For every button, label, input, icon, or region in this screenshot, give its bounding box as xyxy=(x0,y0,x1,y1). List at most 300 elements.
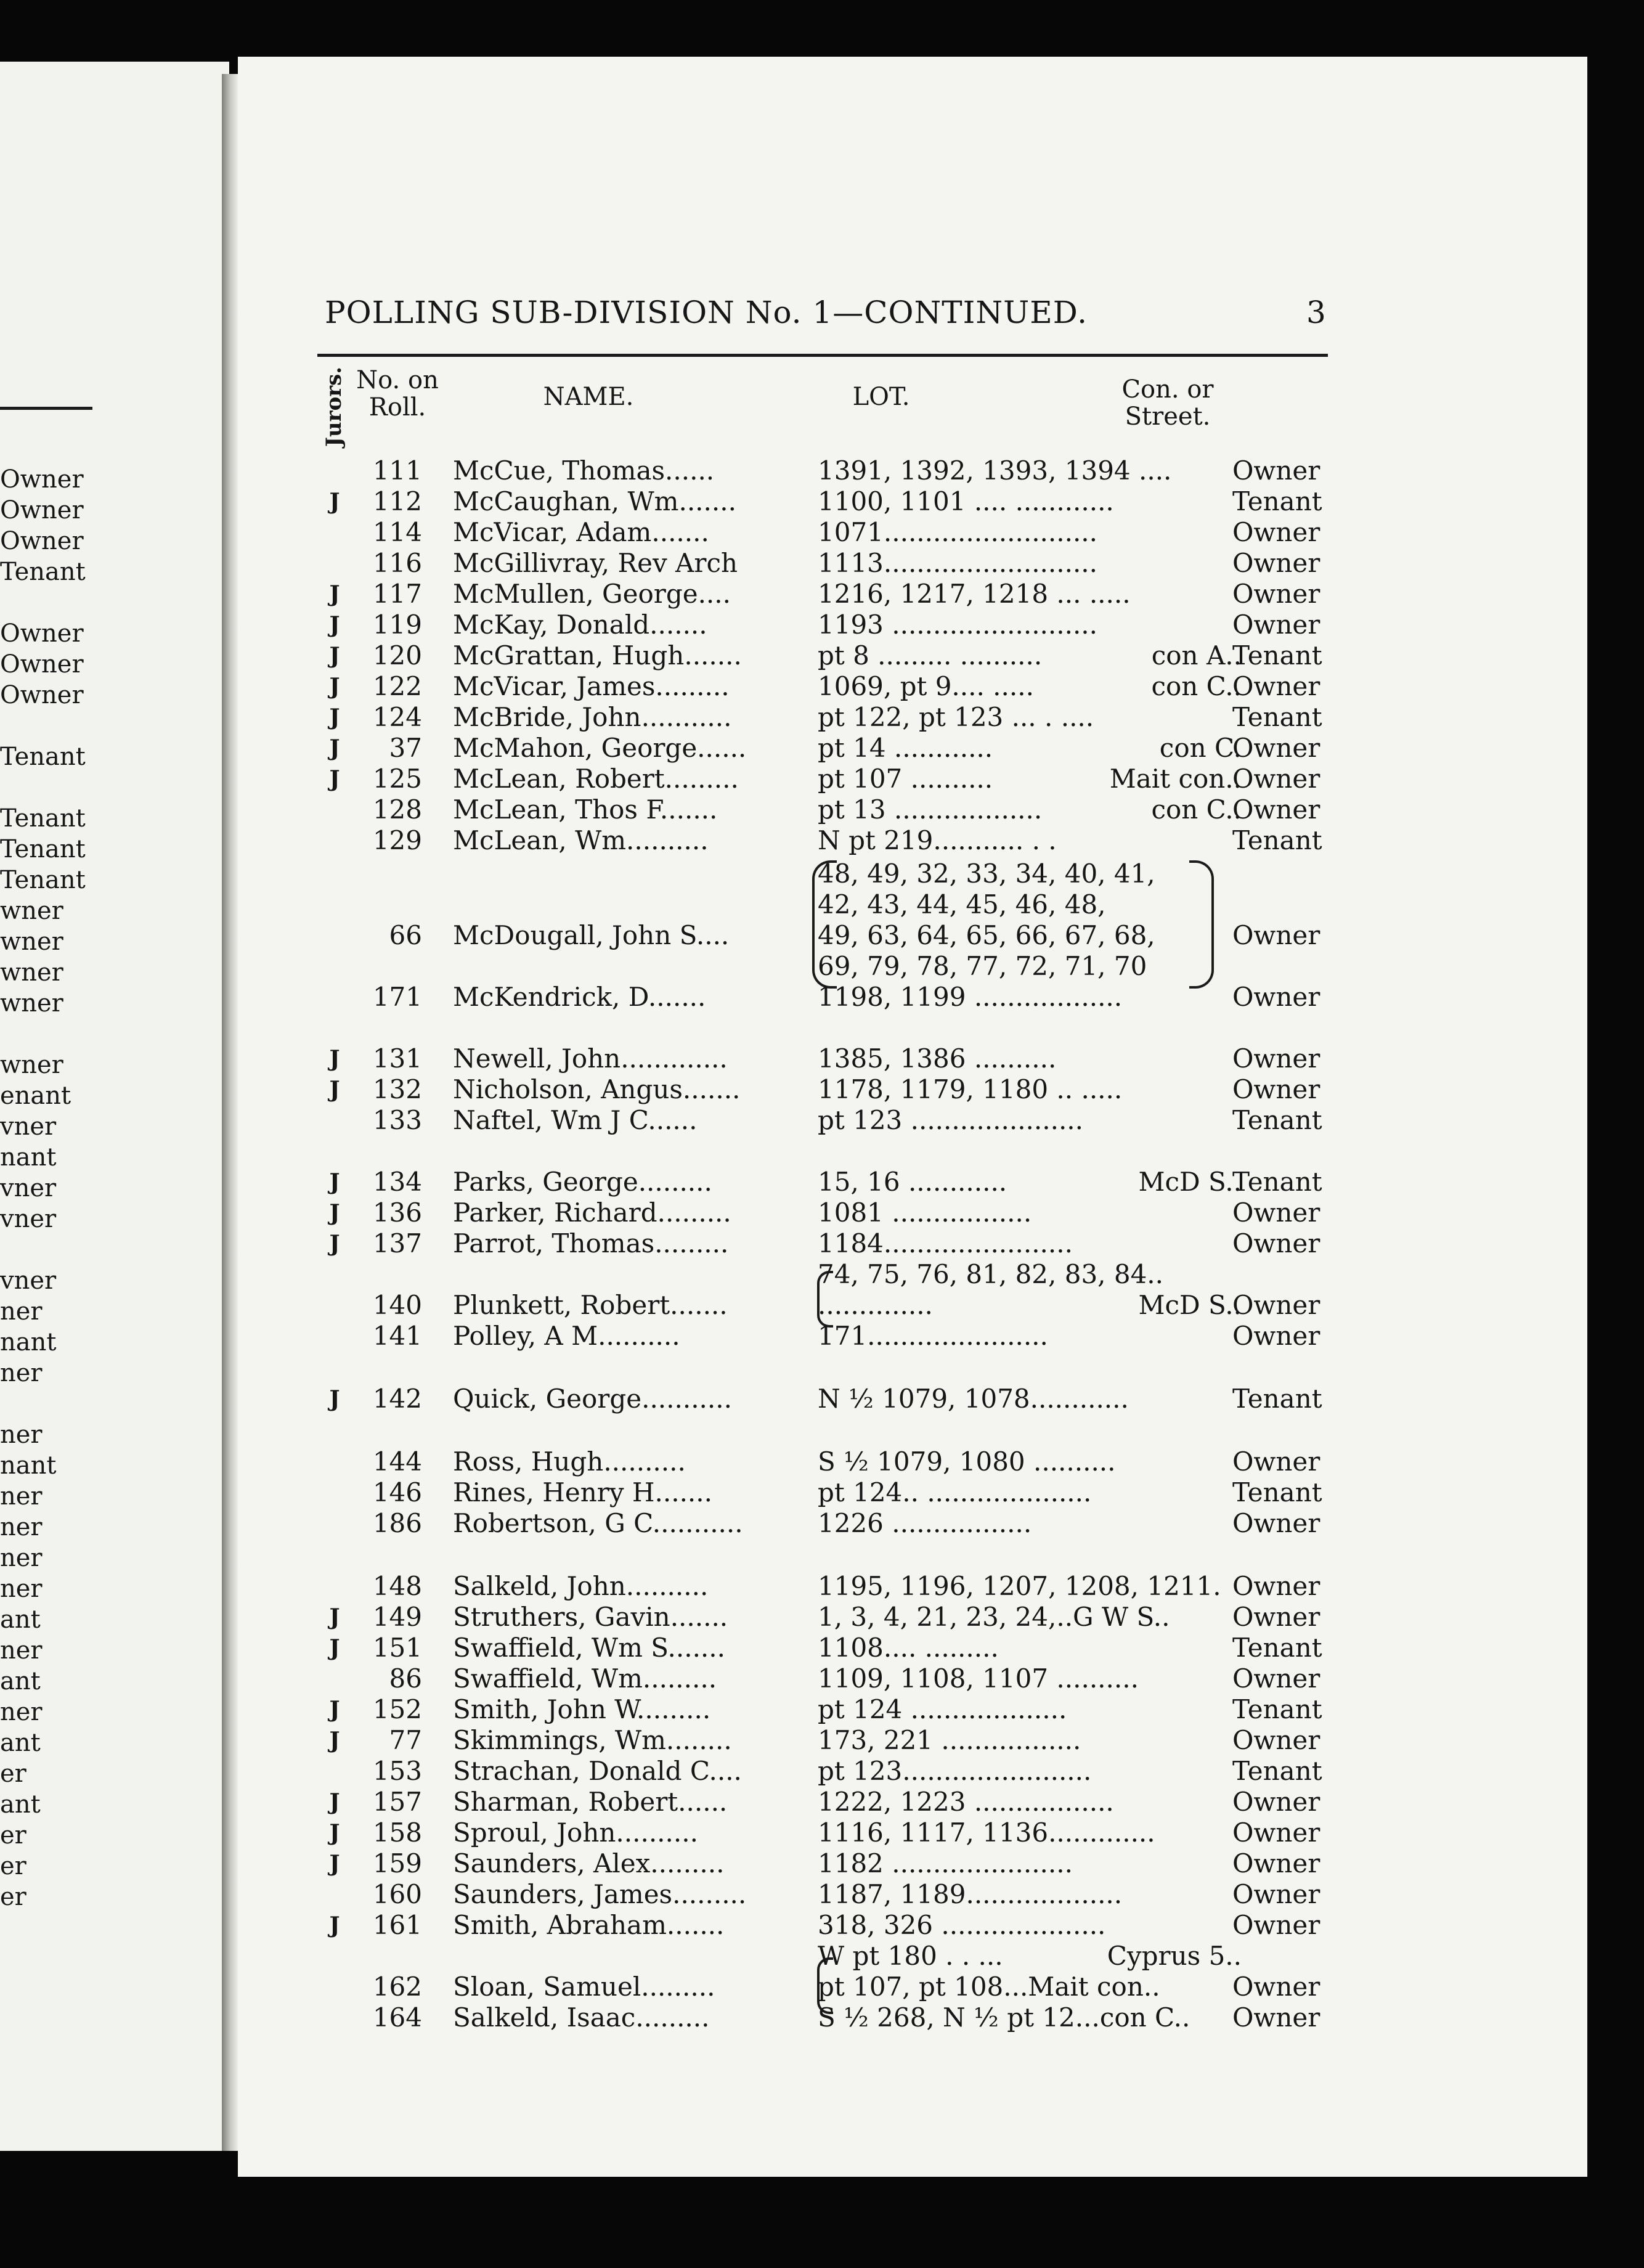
lot-description: 1081 ................. xyxy=(818,1197,1032,1228)
left-page-fragment-text: Owner xyxy=(0,496,84,524)
roll-number: 142 xyxy=(372,1384,422,1414)
roll-number: 137 xyxy=(372,1228,422,1258)
voter-name: Saunders, Alex......... xyxy=(453,1848,725,1878)
roll-number: 148 xyxy=(372,1571,422,1601)
left-page-fragment-text: nant xyxy=(0,1328,57,1356)
juror-mark: J xyxy=(329,489,340,515)
table-row xyxy=(0,1197,1644,1229)
roll-number: 151 xyxy=(372,1633,422,1663)
lot-description: 1116, 1117, 1136............. xyxy=(818,1817,1155,1848)
lot-description: 1071.......................... xyxy=(818,517,1098,547)
tenure-status: Owner xyxy=(1232,1602,1320,1632)
voter-name: McLean, Thos F....... xyxy=(453,794,718,825)
table-row xyxy=(0,1074,1644,1106)
juror-mark: J xyxy=(329,1851,340,1877)
tenure-status: Owner xyxy=(1232,1972,1320,2002)
voter-name: Robertson, G C........... xyxy=(453,1508,743,1538)
lot-description: pt 107 .......... xyxy=(818,764,993,794)
tenure-status: Owner xyxy=(1232,920,1320,950)
table-row xyxy=(0,1601,1644,1633)
juror-mark: J xyxy=(329,1386,340,1412)
voter-name: Parks, George......... xyxy=(453,1167,712,1197)
left-page-fragment-text: ant xyxy=(0,1605,41,1634)
lot-description: N pt 219........... . . xyxy=(818,825,1057,855)
left-page-fragment-text: wner xyxy=(0,989,63,1018)
lot-description: 1113.......................... xyxy=(818,548,1098,578)
voter-name: Salkeld, John.......... xyxy=(453,1571,709,1601)
roll-number: 117 xyxy=(372,579,422,609)
lot-description: 171...................... xyxy=(818,1321,1048,1351)
voter-name: Sloan, Samuel......... xyxy=(453,1972,715,2002)
table-row xyxy=(0,1786,1644,1818)
table-row xyxy=(0,1289,1644,1321)
lot-description: 1226 ................. xyxy=(818,1508,1032,1538)
juror-mark: J xyxy=(329,735,340,761)
voter-name: Newell, John............. xyxy=(453,1043,728,1074)
table-row xyxy=(0,671,1644,703)
left-page-fragment-text: nant xyxy=(0,1451,57,1480)
lot-header: LOT. xyxy=(852,383,910,411)
lot-description: W pt 180 . . ... xyxy=(818,1941,1003,1971)
tenure-status: Owner xyxy=(1232,671,1320,701)
left-page-fragment-text: ner xyxy=(0,1421,43,1449)
lot-description: pt 8 ......... .......... xyxy=(818,640,1043,671)
voter-name: Nicholson, Angus....... xyxy=(453,1074,741,1104)
lot-description: 15, 16 ............ xyxy=(818,1167,1007,1197)
no-on-roll-header-line1: No. on xyxy=(356,366,439,394)
lot-description: 1109, 1108, 1107 .......... xyxy=(818,1663,1139,1694)
roll-number: 125 xyxy=(372,764,422,794)
left-page-fragment-text: Owner xyxy=(0,465,84,494)
tenure-status: Owner xyxy=(1232,1321,1320,1351)
roll-number: 86 xyxy=(389,1663,422,1694)
juror-mark: J xyxy=(329,766,340,792)
left-page-fragment-text: ner xyxy=(0,1636,43,1665)
tenure-status: Tenant xyxy=(1232,702,1322,732)
tenure-status: Tenant xyxy=(1232,1477,1322,1507)
tenure-status: Owner xyxy=(1232,455,1320,486)
table-row xyxy=(0,1228,1644,1260)
voter-name: Saunders, James......... xyxy=(453,1879,747,1909)
voter-name: Parrot, Thomas......... xyxy=(453,1228,729,1258)
voter-name: McGillivray, Rev Arch xyxy=(453,548,738,578)
voter-name: Plunkett, Robert....... xyxy=(453,1290,728,1320)
concession-street: con C.. xyxy=(1151,671,1242,701)
voter-name: Rines, Henry H....... xyxy=(453,1477,712,1507)
tenure-status: Owner xyxy=(1232,1817,1320,1848)
roll-number: 132 xyxy=(372,1074,422,1104)
juror-mark: J xyxy=(329,1231,340,1257)
roll-number: 149 xyxy=(372,1602,422,1632)
roll-number: 111 xyxy=(372,455,422,486)
roll-number: 131 xyxy=(372,1043,422,1074)
voter-name: McBride, John........... xyxy=(453,702,732,732)
con-header-line1: Con. or xyxy=(1121,375,1214,404)
lot-description: 42, 43, 44, 45, 46, 48, xyxy=(818,889,1106,920)
left-page-fragment-text: ner xyxy=(0,1513,43,1541)
table-row xyxy=(0,1848,1644,1880)
juror-mark: J xyxy=(329,581,340,607)
tenure-status: Owner xyxy=(1232,517,1320,547)
tenure-status: Owner xyxy=(1232,1725,1320,1755)
roll-number: 159 xyxy=(372,1848,422,1878)
lot-description: pt 124.. .................... xyxy=(818,1477,1092,1507)
voter-name: Smith, John W......... xyxy=(453,1694,711,1724)
table-row xyxy=(0,1446,1644,1478)
concession-street: Mait con.. xyxy=(1109,764,1242,794)
tenure-status: Owner xyxy=(1232,982,1320,1012)
voter-name: McCue, Thomas...... xyxy=(453,455,715,486)
tenure-status: Owner xyxy=(1232,733,1320,763)
tenure-status: Owner xyxy=(1232,1910,1320,1940)
tenure-status: Tenant xyxy=(1232,1384,1322,1414)
no-on-roll-header-line2: Roll. xyxy=(368,393,426,422)
lot-description: pt 14 ............ xyxy=(818,733,993,763)
juror-mark: J xyxy=(329,1789,340,1815)
roll-number: 136 xyxy=(372,1197,422,1228)
table-row xyxy=(0,1570,1644,1602)
table-row xyxy=(0,1909,1644,1941)
voter-name: Ross, Hugh.......... xyxy=(453,1446,686,1477)
table-row xyxy=(0,486,1644,518)
roll-number: 164 xyxy=(372,2002,422,2033)
table-row xyxy=(0,1755,1644,1787)
voter-name: McKay, Donald....... xyxy=(453,610,707,640)
tenure-status: Tenant xyxy=(1232,1756,1322,1786)
voter-name: McVicar, Adam....... xyxy=(453,517,709,547)
lot-description: pt 107, pt 108...Mait con.. xyxy=(818,1972,1160,2002)
roll-number: 122 xyxy=(372,671,422,701)
tenure-status: Tenant xyxy=(1232,486,1322,516)
table-row xyxy=(0,1878,1644,1911)
left-page-fragment-text: ner xyxy=(0,1575,43,1603)
table-row xyxy=(0,763,1644,795)
voter-name: Smith, Abraham....... xyxy=(453,1910,725,1940)
tenure-status: Owner xyxy=(1232,1848,1320,1878)
lot-description: 1178, 1179, 1180 .. ..... xyxy=(818,1074,1123,1104)
roll-number: 124 xyxy=(372,702,422,732)
table-row xyxy=(0,1663,1644,1695)
tenure-status: Owner xyxy=(1232,1074,1320,1104)
left-page-fragment-text: er xyxy=(0,1883,26,1911)
left-page-fragment-text: wner xyxy=(0,928,63,956)
table-row xyxy=(0,640,1644,672)
table-row xyxy=(0,701,1644,733)
table-row xyxy=(0,1383,1644,1415)
juror-mark: J xyxy=(329,1635,340,1661)
lot-description: 1187, 1189................... xyxy=(818,1879,1123,1909)
table-row xyxy=(0,1477,1644,1509)
lot-description: 1198, 1199 .................. xyxy=(818,982,1123,1012)
left-page-fragment-text: vner xyxy=(0,1112,57,1141)
roll-number: 37 xyxy=(389,733,422,763)
tenure-status: Tenant xyxy=(1232,1105,1322,1135)
tenure-status: Owner xyxy=(1232,1879,1320,1909)
roll-number: 66 xyxy=(389,920,422,950)
roll-number: 134 xyxy=(372,1167,422,1197)
left-page-fragment-text: wner xyxy=(0,958,63,987)
lot-description: 1182 ...................... xyxy=(818,1848,1073,1878)
tenure-status: Owner xyxy=(1232,579,1320,609)
left-page-fragment-text: ant xyxy=(0,1667,41,1695)
lot-description: N ½ 1079, 1078............ xyxy=(818,1384,1129,1414)
lot-description: 1100, 1101 .... ............ xyxy=(818,486,1114,516)
roll-number: 116 xyxy=(372,548,422,578)
table-row xyxy=(0,1971,1644,2003)
left-page-fragment-text: Owner xyxy=(0,681,84,709)
lot-description: 1, 3, 4, 21, 23, 24,..G W S.. xyxy=(818,1602,1170,1632)
voter-name: Sharman, Robert...... xyxy=(453,1787,728,1817)
roll-number: 171 xyxy=(372,982,422,1012)
table-row xyxy=(0,794,1644,826)
table-row xyxy=(0,609,1644,641)
tenure-status: Owner xyxy=(1232,1043,1320,1074)
roll-number: 144 xyxy=(372,1446,422,1477)
left-page-fragment-text: ner xyxy=(0,1698,43,1726)
table-row xyxy=(0,1817,1644,1849)
roll-number: 129 xyxy=(372,825,422,855)
table-row xyxy=(0,1166,1644,1198)
left-page-fragment-text: nant xyxy=(0,1143,57,1172)
voter-name: Skimmings, Wm........ xyxy=(453,1725,732,1755)
table-row xyxy=(0,1940,1644,1972)
left-page-fragment-text: ner xyxy=(0,1297,43,1326)
lot-description: 1216, 1217, 1218 ... ..... xyxy=(818,579,1131,609)
left-page-rule xyxy=(0,407,92,410)
voter-name: McVicar, James......... xyxy=(453,671,730,701)
juror-mark: J xyxy=(329,1697,340,1723)
roll-number: 112 xyxy=(372,486,422,516)
lot-description: 1222, 1223 ................. xyxy=(818,1787,1114,1817)
lot-description: 1069, pt 9.... ..... xyxy=(818,671,1034,701)
lot-description: pt 123 ..................... xyxy=(818,1105,1083,1135)
table-row xyxy=(0,1694,1644,1726)
roll-number: 119 xyxy=(372,610,422,640)
roll-number: 157 xyxy=(372,1787,422,1817)
left-page-fragment-text: enant xyxy=(0,1082,71,1110)
voter-name: McGrattan, Hugh....... xyxy=(453,640,742,671)
lot-description: pt 124 ................... xyxy=(818,1694,1067,1724)
concession-street: McD S.. xyxy=(1138,1290,1242,1320)
juror-mark: J xyxy=(329,1077,340,1103)
voter-name: Struthers, Gavin....... xyxy=(453,1602,728,1632)
left-page-fragment-text: Owner xyxy=(0,527,84,555)
table-row xyxy=(0,825,1644,857)
jurors-header xyxy=(312,364,356,450)
voter-name: Strachan, Donald C.... xyxy=(453,1756,742,1786)
voter-name: McKendrick, D....... xyxy=(453,982,706,1012)
table-row xyxy=(0,950,1644,982)
roll-number: 141 xyxy=(372,1321,422,1351)
roll-number: 140 xyxy=(372,1290,422,1320)
roll-number: 158 xyxy=(372,1817,422,1848)
left-page-fragment-text: Tenant xyxy=(0,804,86,833)
juror-mark: J xyxy=(329,1820,340,1846)
lot-description: 48, 49, 32, 33, 34, 40, 41, xyxy=(818,859,1155,889)
table-row xyxy=(0,920,1644,952)
table-row xyxy=(0,516,1644,549)
table-row xyxy=(0,1320,1644,1352)
voter-name: Swaffield, Wm S....... xyxy=(453,1633,725,1663)
no-on-roll-header xyxy=(351,367,444,421)
left-page-fragment-text: wner xyxy=(0,1051,63,1079)
concession-street: con C.. xyxy=(1151,794,1242,825)
lot-description: 74, 75, 76, 81, 82, 83, 84.. xyxy=(818,1259,1164,1289)
name-header: NAME. xyxy=(543,383,634,411)
table-row xyxy=(0,1724,1644,1756)
page-number: 3 xyxy=(1306,295,1326,330)
voter-name: Naftel, Wm J C...... xyxy=(453,1105,698,1135)
lot-description: S ½ 1079, 1080 .......... xyxy=(818,1446,1116,1477)
lot-description: 1385, 1386 .......... xyxy=(818,1043,1057,1074)
tenure-status: Owner xyxy=(1232,1787,1320,1817)
roll-number: 162 xyxy=(372,1972,422,2002)
tenure-status: Owner xyxy=(1232,1197,1320,1228)
voter-name: Swaffield, Wm......... xyxy=(453,1663,717,1694)
left-page-fragment-text: Tenant xyxy=(0,866,86,894)
left-page-fragment-text: Owner xyxy=(0,619,84,648)
table-row xyxy=(0,578,1644,610)
lot-description: 318, 326 .................... xyxy=(818,1910,1106,1940)
left-page-fragment-text: ner xyxy=(0,1482,43,1511)
left-page-fragment-text: ant xyxy=(0,1729,41,1757)
juror-mark: J xyxy=(329,1912,340,1938)
juror-mark: J xyxy=(329,612,340,638)
tenure-status: Owner xyxy=(1232,1228,1320,1258)
concession-street: Cyprus 5.. xyxy=(1107,1941,1242,1971)
roll-number: 153 xyxy=(372,1756,422,1786)
roll-number: 120 xyxy=(372,640,422,671)
roll-number: 128 xyxy=(372,794,422,825)
left-page-fragment-text: er xyxy=(0,1821,26,1850)
lot-description: S ½ 268, N ½ pt 12...con C.. xyxy=(818,2002,1190,2033)
roll-number: 133 xyxy=(372,1105,422,1135)
left-page-fragment-text: vner xyxy=(0,1205,57,1233)
roll-number: 161 xyxy=(372,1910,422,1940)
lot-description: pt 123....................... xyxy=(818,1756,1092,1786)
concession-street: McD S.. xyxy=(1138,1167,1242,1197)
lot-description: 1193 ......................... xyxy=(818,610,1098,640)
tenure-status: Owner xyxy=(1232,548,1320,578)
left-page-fragment-text: vner xyxy=(0,1174,57,1202)
lot-description: pt 122, pt 123 ... . .... xyxy=(818,702,1094,732)
lot-description: 1391, 1392, 1393, 1394 .... xyxy=(818,455,1172,486)
table-row xyxy=(0,455,1644,487)
table-row xyxy=(0,732,1644,764)
lot-description: 69, 79, 78, 77, 72, 71, 70 xyxy=(818,951,1147,981)
left-page-fragment-text: ner xyxy=(0,1544,43,1572)
tenure-status: Owner xyxy=(1232,1446,1320,1477)
con-street-header xyxy=(1109,376,1226,430)
left-page-fragment-text: Tenant xyxy=(0,743,86,771)
tenure-status: Owner xyxy=(1232,794,1320,825)
con-header-line2: Street. xyxy=(1125,402,1211,431)
left-page-fragment-text: er xyxy=(0,1852,26,1880)
juror-mark: J xyxy=(329,1200,340,1226)
juror-mark: J xyxy=(329,1046,340,1072)
tenure-status: Tenant xyxy=(1232,640,1322,671)
left-page-fragment-text: Tenant xyxy=(0,558,86,586)
voter-name: McLean, Robert......... xyxy=(453,764,739,794)
voter-name: McCaughan, Wm....... xyxy=(453,486,736,516)
lot-description: pt 13 .................. xyxy=(818,794,1043,825)
tenure-status: Tenant xyxy=(1232,1633,1322,1663)
page-title: POLLING SUB-DIVISION No. 1—CONTINUED. xyxy=(325,295,1088,330)
table-row xyxy=(0,547,1644,579)
tenure-status: Owner xyxy=(1232,1571,1320,1601)
lot-description: 1108.... ......... xyxy=(818,1633,999,1663)
tenure-status: Owner xyxy=(1232,2002,1320,2033)
table-row xyxy=(0,1104,1644,1136)
roll-number: 160 xyxy=(372,1879,422,1909)
voter-name: Sproul, John.......... xyxy=(453,1817,698,1848)
tenure-status: Tenant xyxy=(1232,825,1322,855)
voter-name: Polley, A M.......... xyxy=(453,1321,680,1351)
tenure-status: Owner xyxy=(1232,764,1320,794)
tenure-status: Tenant xyxy=(1232,1694,1322,1724)
voter-name: McMahon, George...... xyxy=(453,733,747,763)
voter-name: Salkeld, Isaac......... xyxy=(453,2002,710,2033)
juror-mark: J xyxy=(329,1604,340,1630)
table-row xyxy=(0,1632,1644,1664)
table-row xyxy=(0,1507,1644,1540)
concession-street: con A.. xyxy=(1151,640,1242,671)
juror-mark: J xyxy=(329,674,340,700)
tenure-status: Owner xyxy=(1232,610,1320,640)
lot-description: 1195, 1196, 1207, 1208, 1211. xyxy=(818,1571,1221,1601)
lot-description: .............. xyxy=(818,1290,933,1320)
roll-number: 186 xyxy=(372,1508,422,1538)
roll-number: 114 xyxy=(372,517,422,547)
table-row xyxy=(0,1043,1644,1075)
left-page-fragment-text: Tenant xyxy=(0,835,86,863)
left-page-fragment-text: Owner xyxy=(0,650,84,679)
concession-street: con C. xyxy=(1159,733,1242,763)
tenure-status: Owner xyxy=(1232,1508,1320,1538)
voter-name: Quick, George........... xyxy=(453,1384,732,1414)
jurors-header-label: Jurors. xyxy=(322,366,347,447)
left-page-fragment-text: wner xyxy=(0,897,63,925)
voter-name: McDougall, John S.... xyxy=(453,920,730,950)
left-page-fragment-text: ner xyxy=(0,1359,43,1387)
left-page-fragment-text: vner xyxy=(0,1267,57,1295)
tenure-status: Owner xyxy=(1232,1663,1320,1694)
voter-name: McLean, Wm.......... xyxy=(453,825,709,855)
left-page-fragment-text: er xyxy=(0,1760,26,1788)
roll-number: 152 xyxy=(372,1694,422,1724)
juror-mark: J xyxy=(329,1728,340,1753)
tenure-status: Tenant xyxy=(1232,1167,1322,1197)
juror-mark: J xyxy=(329,643,340,669)
voter-name: McMullen, George.... xyxy=(453,579,731,609)
table-row xyxy=(0,1258,1644,1291)
voter-name: Parker, Richard......... xyxy=(453,1197,731,1228)
table-row xyxy=(0,858,1644,890)
table-row xyxy=(0,889,1644,921)
table-row xyxy=(0,2002,1644,2034)
table-row xyxy=(0,981,1644,1013)
tenure-status: Owner xyxy=(1232,1290,1320,1320)
lot-description: 49, 63, 64, 65, 66, 67, 68, xyxy=(818,920,1155,950)
lot-description: 1184....................... xyxy=(818,1228,1073,1258)
roll-number: 146 xyxy=(372,1477,422,1507)
juror-mark: J xyxy=(329,1169,340,1195)
lot-description: 173, 221 ................. xyxy=(818,1725,1081,1755)
header-rule xyxy=(317,354,1328,357)
juror-mark: J xyxy=(329,704,340,730)
roll-number: 77 xyxy=(389,1725,422,1755)
left-page-fragment-text: ant xyxy=(0,1790,41,1819)
